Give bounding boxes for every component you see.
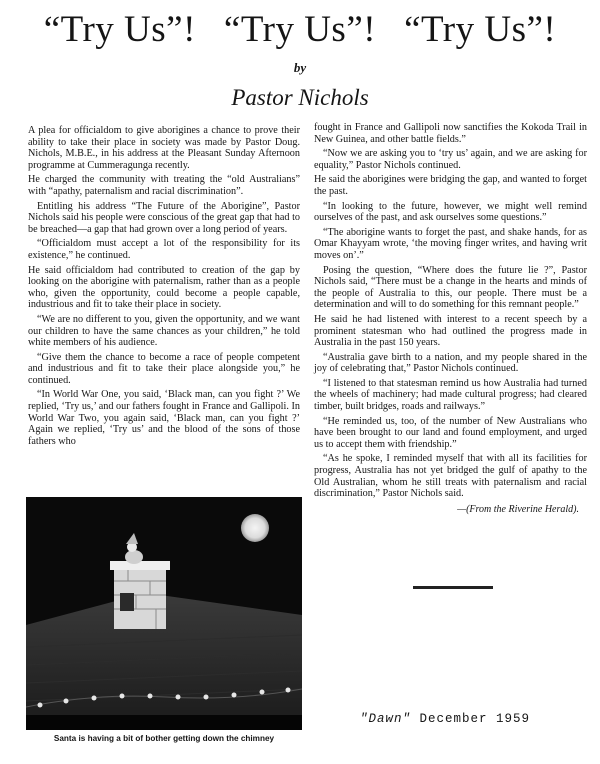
article-paragraph: fought in France and Gallipoli now sanctifies the Kokoda Trail in New Guinea, and other battle fields.” <box>314 122 587 145</box>
publication-source <box>360 712 530 726</box>
headline-part: “Try Us”! <box>404 9 557 50</box>
article-paragraph: “He reminded us, too, of the number of New Australians who have been brought to our land and found employment, and urged us to accept them with friendship.” <box>314 415 587 450</box>
moon <box>241 514 269 542</box>
santa-photo <box>26 497 302 730</box>
article-paragraph: “Now we are asking you to ‘try us’ again, and we are asking for equality,” Pastor Nichols continued. <box>314 148 587 171</box>
publication-name: "Dawn" <box>360 712 412 726</box>
article-paragraph: He charged the community with treating the “old Australians” with “apathy, paternalism and racial discrimination”. <box>28 174 300 197</box>
publication-date: December 1959 <box>419 712 531 726</box>
article-paragraph: “Give them the chance to become a race of people competent and industrious and fit to take their place alongside you,” he continued. <box>28 351 300 386</box>
author-name: Pastor Nichols <box>231 85 369 110</box>
article-paragraph: Posing the question, “Where does the future lie ?”, Pastor Nichols said, “There must be a change in the hearts and minds of the people of Australia to this, our people. There must be a determination and will to do something for this remnant people.” <box>314 264 587 311</box>
article-paragraph: He said officialdom had contributed to creation of the gap by looking on the aborigine with paternalism, rather than as a people who, given the opportunity, could become a people capable, industrious and fit to take their place in society. <box>28 264 300 311</box>
article-paragraph: “In looking to the future, however, we might well remind ourselves of the past, and ask ourselves some questions.” <box>314 200 587 224</box>
article-paragraph: He said he had listened with interest to a recent speech by a prominent statesman who had outlined the progress made in Australia in the past 150 years. <box>314 313 587 349</box>
headline <box>0 6 600 54</box>
article-paragraph: “Australia gave birth to a nation, and my people shared in the joy of celebrating that,” Pastor Nichols continued. <box>314 351 587 375</box>
article-paragraph: “We are no different to you, given the opportunity, and we want our children to have the same chances as your children,” he told white members of his audience. <box>28 313 300 349</box>
byline: by <box>293 60 307 75</box>
article-paragraph: “Officialdom must accept a lot of the responsibility for its existence,” he continued. <box>28 238 300 261</box>
article-paragraph: A plea for officialdom to give aborigines a chance to prove their ability to take their place in society was made by Pastor Doug. Nichols, M.B.E., in his address at the Pleasant Sunday Afternoon programme at Cummeragunga recently. <box>28 125 300 171</box>
end-rule <box>413 586 493 589</box>
article-paragraph: “In World War One, you said, ‘Black man, can you fight ?’ We replied, ‘Try us,’ and our fathers fought in France and Gallipoli. In World War Two, you again said, ‘Black man, can you fight ?’ Again we replied, ‘Try us’ and the blood of the sons of those fathers who <box>28 389 300 447</box>
article-paragraph: He said the aborigines were bridging the gap, and wanted to forget the past. <box>314 174 587 197</box>
chimney <box>110 561 170 629</box>
article-paragraph: “As he spoke, I reminded myself that with all its facilities for progress, Australia has not yet bridged the gulf of apathy to the Old Australian, whom he still treats with paternalism and racial discrimination,” Pastor Nichols said. <box>314 453 587 500</box>
article-column-left <box>28 125 300 450</box>
source-credit: —(From the Riverine Herald). <box>457 503 579 515</box>
headline-part: “Try Us”! <box>43 9 196 50</box>
headline-part: “Try Us”! <box>223 9 377 50</box>
article-paragraph: “I listened to that statesman remind us how Australia had turned the wheels of machinery; had made cultural progress; had cleared timber, built bridges, roads and railways.” <box>314 377 587 413</box>
photo-caption: Santa is having a bit of bother getting down the chimney <box>53 734 275 743</box>
article-paragraph: Entitling his address “The Future of the Aborigine”, Pastor Nichols said his people were conscious of the great gap that had to be breached—a gap that had grown over a long period of years. <box>28 200 300 235</box>
article-paragraph: “The aborigine wants to forget the past, and shake hands, for as Omar Khayyam wrote, ‘the moving finger writes, and having writ moves on’.” <box>314 226 587 261</box>
article-column-right <box>314 122 587 515</box>
santa-rooftop-illustration <box>26 497 302 730</box>
